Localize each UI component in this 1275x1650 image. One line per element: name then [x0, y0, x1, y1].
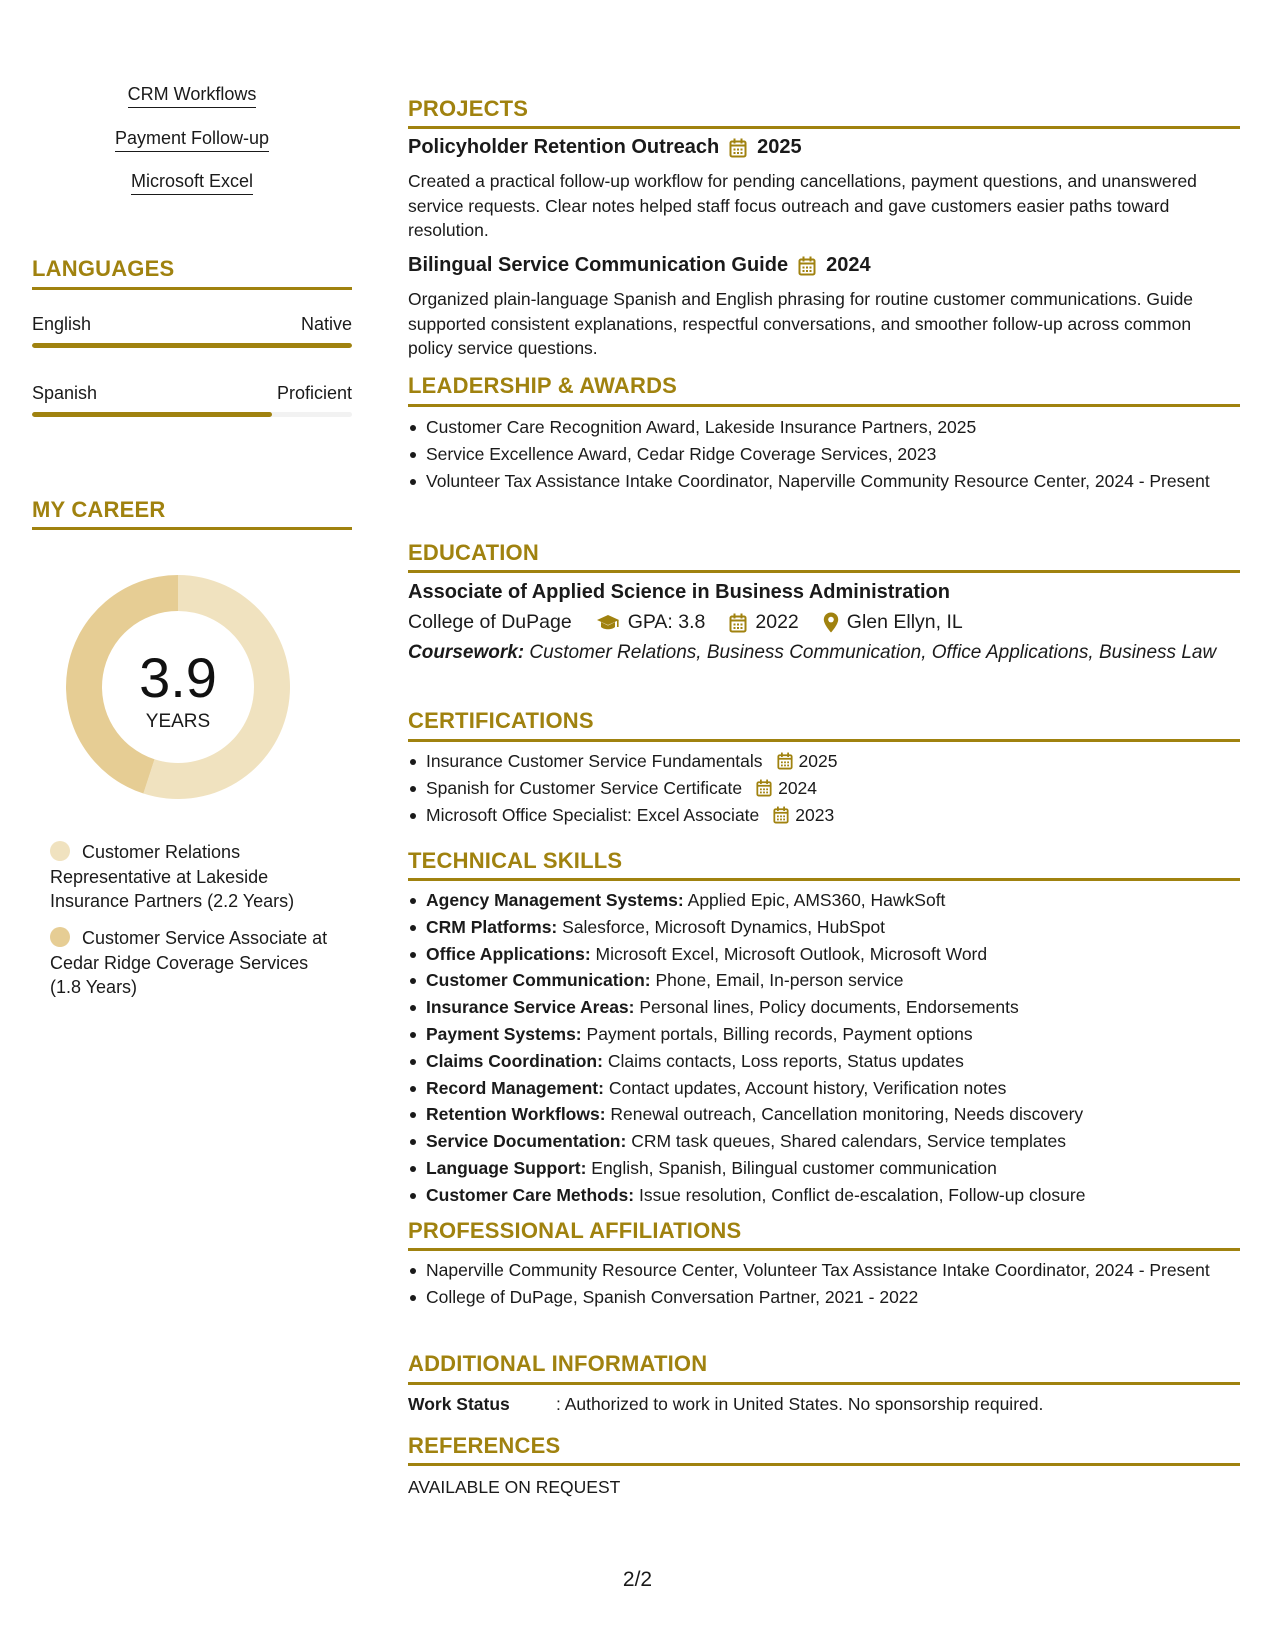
project-description: Organized plain-language Spanish and English phrasing for routine customer communications. Guide supported consistent explanations, respectful conversations, and smoother follow-up across common policy service questions. — [408, 289, 1194, 358]
section-divider — [408, 739, 1240, 742]
list-item: Insurance Service Areas: Personal lines, Policy documents, Endorsements — [408, 995, 1238, 1020]
language-name: English — [32, 314, 92, 334]
list-item: Claims Coordination: Claims contacts, Loss reports, Status updates — [408, 1049, 1238, 1074]
list-item: Service Excellence Award, Cedar Ridge Coverage Services, 2023 — [408, 442, 1238, 467]
gpa: GPA: 3.8 — [627, 611, 706, 633]
career-donut — [66, 575, 290, 799]
list-item: Office Applications: Microsoft Excel, Microsoft Outlook, Microsoft Word — [408, 942, 1238, 967]
section-divider — [32, 287, 352, 290]
calendar-icon — [729, 138, 747, 158]
calendar-icon — [798, 256, 816, 276]
references-heading: REFERENCES — [408, 1433, 561, 1458]
language-row — [32, 314, 352, 335]
project-description: Created a practical follow-up workflow for pending cancellations, payment questions, and unanswered service requests. Clear notes helped staff focus outreach and gave customers easier paths toward resolution. — [408, 171, 1197, 240]
list-item: College of DuPage, Spanish Conversation Partner, 2021 - 2022 — [408, 1285, 1238, 1310]
school-name: College of DuPage — [408, 611, 572, 633]
list-item: Service Documentation: CRM task queues, Shared calendars, Service templates — [408, 1129, 1238, 1154]
career-entry: Customer Relations Representative at Lakeside Insurance Partners (2.2 Years) — [50, 842, 295, 911]
career-unit: YEARS — [145, 711, 211, 732]
references-text: AVAILABLE ON REQUEST — [408, 1477, 621, 1497]
section-divider — [408, 1463, 1240, 1466]
section-divider — [408, 126, 1240, 129]
projects-heading: PROJECTS — [408, 96, 529, 121]
list-item: Payment Systems: Payment portals, Billing records, Payment options — [408, 1022, 1238, 1047]
list-item: Customer Care Methods: Issue resolution, Conflict de-escalation, Follow-up closure — [408, 1183, 1238, 1208]
affiliations-heading: PROFESSIONAL AFFILIATIONS — [408, 1218, 742, 1243]
language-row — [32, 383, 352, 404]
list-item: Microsoft Office Specialist: Excel Associate 2023 — [408, 803, 1238, 828]
location-pin-icon — [823, 612, 839, 633]
calendar-icon — [756, 779, 772, 797]
certifications-list — [408, 749, 1238, 830]
list-item: CRM Platforms: Salesforce, Microsoft Dynamics, HubSpot — [408, 915, 1238, 940]
education-meta — [408, 611, 963, 634]
career-legend-dot — [50, 927, 70, 947]
work-status-row — [408, 1392, 1238, 1417]
section-divider — [408, 1382, 1240, 1385]
language-bar-fill — [32, 412, 272, 417]
list-item: Customer Communication: Phone, Email, In-person service — [408, 968, 1238, 993]
language-bar — [32, 412, 352, 417]
page-number: 2/2 — [622, 1568, 653, 1591]
affiliations-list — [408, 1258, 1238, 1312]
skill-tag: CRM Workflows — [32, 84, 352, 108]
language-bar — [32, 343, 352, 348]
languages-heading: LANGUAGES — [32, 256, 175, 281]
list-item: Record Management: Contact updates, Account history, Verification notes — [408, 1076, 1238, 1101]
section-divider — [408, 1248, 1240, 1251]
list-item: Spanish for Customer Service Certificate 2024 — [408, 776, 1238, 801]
project-title: Policyholder Retention Outreach 2025 — [408, 136, 802, 158]
list-item: Language Support: English, Spanish, Bilingual customer communication — [408, 1156, 1238, 1181]
career-heading: MY CAREER — [32, 497, 166, 522]
language-bar-fill — [32, 343, 352, 348]
list-item: Retention Workflows: Renewal outreach, Cancellation monitoring, Needs discovery — [408, 1102, 1238, 1127]
graduation-year: 2022 — [755, 611, 799, 633]
career-legend-dot — [50, 841, 70, 861]
education-heading: EDUCATION — [408, 540, 539, 565]
awards-list — [408, 415, 1238, 496]
career-total: 3.9 — [139, 646, 217, 709]
work-status-value: : Authorized to work in United States. No sponsorship required. — [556, 1394, 1044, 1414]
section-divider — [408, 878, 1240, 881]
project-title: Bilingual Service Communication Guide 2024 — [408, 254, 871, 276]
calendar-icon — [773, 806, 789, 824]
technical-skills-list — [408, 888, 1238, 1210]
location: Glen Ellyn, IL — [846, 611, 963, 633]
section-divider — [408, 404, 1240, 407]
certifications-heading: CERTIFICATIONS — [408, 708, 594, 733]
calendar-icon — [777, 752, 793, 770]
additional-info-heading: ADDITIONAL INFORMATION — [408, 1351, 708, 1376]
section-divider — [408, 570, 1240, 573]
language-name: Spanish — [32, 383, 98, 403]
list-item: Naperville Community Resource Center, Volunteer Tax Assistance Intake Coordinator, 2024 - Present — [408, 1258, 1238, 1283]
list-item: Insurance Customer Service Fundamentals 2025 — [408, 749, 1238, 774]
graduation-cap-icon — [596, 614, 620, 632]
degree: Associate of Applied Science in Business Administration — [408, 581, 950, 603]
work-status-label: Work Status — [408, 1394, 510, 1414]
calendar-icon — [729, 613, 747, 633]
skill-tag: Microsoft Excel — [32, 171, 352, 195]
list-item: Volunteer Tax Assistance Intake Coordinator, Naperville Community Resource Center, 2024 - Present — [408, 469, 1238, 494]
language-level: Proficient — [276, 383, 352, 403]
section-divider — [32, 527, 352, 530]
list-item: Agency Management Systems: Applied Epic, AMS360, HawkSoft — [408, 888, 1238, 913]
list-item: Customer Care Recognition Award, Lakeside Insurance Partners, 2025 — [408, 415, 1238, 440]
technical-skills-heading: TECHNICAL SKILLS — [408, 848, 623, 873]
coursework: Coursework: Customer Relations, Business Communication, Office Applications, Business Law — [408, 642, 1217, 663]
awards-heading: LEADERSHIP & AWARDS — [408, 373, 678, 398]
skill-tag: Payment Follow-up — [32, 128, 352, 152]
career-entry: Customer Service Associate at Cedar Ridge Coverage Services (1.8 Years) — [50, 928, 328, 997]
language-level: Native — [300, 314, 352, 334]
